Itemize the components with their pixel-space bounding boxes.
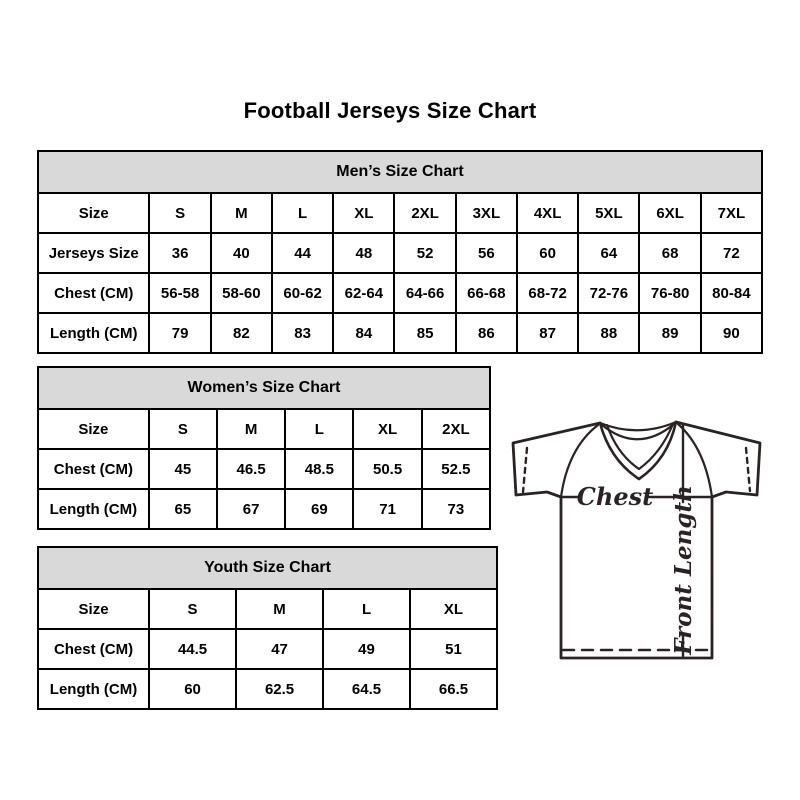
table-title: Youth Size Chart bbox=[38, 547, 497, 589]
cell: M bbox=[211, 193, 272, 233]
cell: 76-80 bbox=[639, 273, 700, 313]
cell: S bbox=[149, 589, 236, 629]
cell: 73 bbox=[422, 489, 490, 529]
cell: 52.5 bbox=[422, 449, 490, 489]
cell: 85 bbox=[394, 313, 455, 353]
cell: XL bbox=[353, 409, 421, 449]
row-label: Chest (CM) bbox=[38, 629, 149, 669]
womens-size-chart-table bbox=[37, 366, 491, 530]
cell: 48 bbox=[333, 233, 394, 273]
cell: 49 bbox=[323, 629, 410, 669]
cell: 62.5 bbox=[236, 669, 323, 709]
table-row bbox=[38, 449, 490, 489]
cell: 4XL bbox=[517, 193, 578, 233]
cell: 79 bbox=[149, 313, 210, 353]
cell: 2XL bbox=[422, 409, 490, 449]
cell: 66-68 bbox=[456, 273, 517, 313]
cell: 87 bbox=[517, 313, 578, 353]
cell: 67 bbox=[217, 489, 285, 529]
cell: 72 bbox=[701, 233, 762, 273]
cell: 3XL bbox=[456, 193, 517, 233]
cell: 84 bbox=[333, 313, 394, 353]
table-title: Men’s Size Chart bbox=[38, 151, 762, 193]
table-row bbox=[38, 589, 497, 629]
cuff-dashed-line-left bbox=[523, 448, 527, 492]
table-row bbox=[38, 409, 490, 449]
cell: 6XL bbox=[639, 193, 700, 233]
cell: 89 bbox=[639, 313, 700, 353]
cell: 44.5 bbox=[149, 629, 236, 669]
chest-label: Chest bbox=[576, 482, 654, 511]
cell: 52 bbox=[394, 233, 455, 273]
cell: 71 bbox=[353, 489, 421, 529]
cell: 36 bbox=[149, 233, 210, 273]
cell: S bbox=[149, 193, 210, 233]
row-label: Length (CM) bbox=[38, 669, 149, 709]
table-row bbox=[38, 489, 490, 529]
cell: L bbox=[285, 409, 353, 449]
cell: M bbox=[236, 589, 323, 629]
cell: XL bbox=[410, 589, 497, 629]
row-label: Jerseys Size bbox=[38, 233, 149, 273]
cell: 80-84 bbox=[701, 273, 762, 313]
cell: 82 bbox=[211, 313, 272, 353]
row-label: Chest (CM) bbox=[38, 273, 149, 313]
table-row bbox=[38, 313, 762, 353]
cell: 68 bbox=[639, 233, 700, 273]
table-row bbox=[38, 233, 762, 273]
cell: 86 bbox=[456, 313, 517, 353]
table-header-row bbox=[38, 367, 490, 409]
table-header-row bbox=[38, 547, 497, 589]
cell: 47 bbox=[236, 629, 323, 669]
cell: 60 bbox=[517, 233, 578, 273]
youth-size-chart bbox=[37, 546, 498, 705]
row-label: Length (CM) bbox=[38, 489, 149, 529]
cell: 65 bbox=[149, 489, 217, 529]
jersey-collar-arc-1 bbox=[600, 422, 676, 430]
cell: M bbox=[217, 409, 285, 449]
cell: 56-58 bbox=[149, 273, 210, 313]
cell: 50.5 bbox=[353, 449, 421, 489]
row-label: Size bbox=[38, 193, 149, 233]
table-row bbox=[38, 193, 762, 233]
cell: 83 bbox=[272, 313, 333, 353]
mens-size-chart-table bbox=[37, 150, 763, 354]
cell: 56 bbox=[456, 233, 517, 273]
table-row bbox=[38, 629, 497, 669]
jersey-outline bbox=[513, 422, 760, 658]
cell: 69 bbox=[285, 489, 353, 529]
cell: 66.5 bbox=[410, 669, 497, 709]
cell: 44 bbox=[272, 233, 333, 273]
row-label: Size bbox=[38, 589, 149, 629]
cell: 51 bbox=[410, 629, 497, 669]
cell: 64 bbox=[578, 233, 639, 273]
cell: 68-72 bbox=[517, 273, 578, 313]
row-label: Chest (CM) bbox=[38, 449, 149, 489]
cell: 46.5 bbox=[217, 449, 285, 489]
womens-size-chart bbox=[37, 366, 491, 527]
mens-size-chart bbox=[37, 150, 763, 349]
row-label: Length (CM) bbox=[38, 313, 149, 353]
table-row bbox=[38, 273, 762, 313]
table-title: Women’s Size Chart bbox=[38, 367, 490, 409]
cell: L bbox=[272, 193, 333, 233]
cell: 72-76 bbox=[578, 273, 639, 313]
cuff-dashed-line-right bbox=[746, 448, 750, 491]
cell: 58-60 bbox=[211, 273, 272, 313]
cell: L bbox=[323, 589, 410, 629]
jersey-diagram bbox=[506, 398, 768, 664]
table-header-row bbox=[38, 151, 762, 193]
page-title: Football Jerseys Size Chart bbox=[243, 98, 537, 123]
cell: XL bbox=[333, 193, 394, 233]
cell: 60-62 bbox=[272, 273, 333, 313]
cell: 90 bbox=[701, 313, 762, 353]
cell: 48.5 bbox=[285, 449, 353, 489]
cell: 2XL bbox=[394, 193, 455, 233]
cell: 88 bbox=[578, 313, 639, 353]
youth-size-chart-table bbox=[37, 546, 498, 710]
table-row bbox=[38, 669, 497, 709]
cell: 60 bbox=[149, 669, 236, 709]
cell: 40 bbox=[211, 233, 272, 273]
cell: 64.5 bbox=[323, 669, 410, 709]
cell: 45 bbox=[149, 449, 217, 489]
front-length-label: Front Length bbox=[670, 485, 697, 655]
cell: 5XL bbox=[578, 193, 639, 233]
cell: 7XL bbox=[701, 193, 762, 233]
cell: 64-66 bbox=[394, 273, 455, 313]
cell: 62-64 bbox=[333, 273, 394, 313]
cell: S bbox=[149, 409, 217, 449]
row-label: Size bbox=[38, 409, 149, 449]
